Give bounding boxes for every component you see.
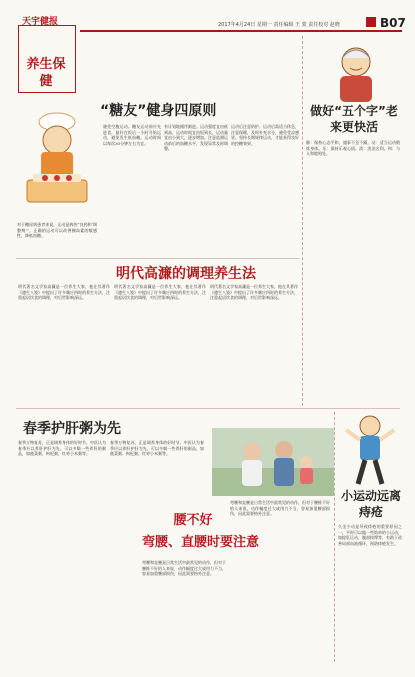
brand-name: 天宇健报 xyxy=(22,17,59,27)
sport-headline: 小运动远离痔疮 xyxy=(340,489,401,519)
column-divider xyxy=(334,412,335,662)
sugar-body-col2: 有计划地循序渐进。运动强度宜由低到高，运动时间宜由短到长，运动量宜由小到大，逐步增加。注意监测运动前后的血糖水平，发现异常及时调整。 xyxy=(164,124,228,152)
section-divider xyxy=(16,258,300,259)
family-photo xyxy=(212,428,334,496)
elderly-man-illustration xyxy=(306,40,398,105)
sugar-headline: “糖友”健身四原则 xyxy=(100,103,217,119)
cake-chef-illustration xyxy=(15,100,100,218)
autumn-headline: 明代高濂的调理养生法 xyxy=(116,266,256,282)
wuge-body: 静：保持心态平和，遇事不急不躁。动：适当运动锻炼身体。乐：保持乐观心情。淡：淡泊名利。和：与人和睦相处。 xyxy=(306,140,400,157)
stomach-body-col1: 春季万物复苏，正是调养身体的好时节。中医认为春季应以养肝护肝为先，可以多喝一些养肝的粥品，如菠菜粥、枸杞粥、红枣小米粥等。 xyxy=(18,440,106,457)
stomach-headline: 春季护肝粥为先 xyxy=(23,421,121,437)
sugar-body-col3: 运动后注意防护。运动后需适当休息，注意保暖，及时补充水分，避免受凉感冒。坚持长期规律运动，才能获得良好的控糖效果。 xyxy=(231,124,299,146)
waist-body-col2: 弯腰和直腰是日常生活中最常见的动作，但对于腰椎不好的人来说，动作幅度过大或用力不当，容易加重腰部损伤，因此需要格外注意。 xyxy=(230,500,330,517)
stomach-body-col2: 春季万物复苏，正是调养身体的好时节。中医认为春季应以养肝护肝为先，可以多喝一些养肝的粥品，如菠菜粥、枸杞粥、红枣小米粥等。 xyxy=(110,440,204,457)
section-divider xyxy=(16,408,400,409)
autumn-body-col1: 明代著名文学家高濂是一位养生大家，他在其著作《遵生八笺》中提出了许多顺应四时的养生方法，注重起居饮食的调理，对后世影响深远。 xyxy=(18,284,110,301)
page-number: B07 xyxy=(380,16,406,30)
column-divider xyxy=(302,36,303,406)
waist-body-col1: 弯腰和直腰是日常生活中最常见的动作，但对于腰椎不好的人来说，动作幅度过大或用力不当，容易加重腰部损伤，因此需要格外注意。 xyxy=(142,560,226,577)
sugar-body-col1: 避免空腹运动。糖友运动前应先进食，最好在饭后一小时开始运动，避免发生低血糖。运动时间以每次30分钟左右为宜。 xyxy=(103,124,161,146)
waist-headline-line1: 腰不好 xyxy=(173,513,213,528)
exercise-boy-illustration xyxy=(340,410,400,494)
sugar-intro: 对于糖尿病患者来说，运动是病的“良药和‘调整剂’”，正确的运动可以改善胰岛素的敏感性，降低血糖。 xyxy=(17,222,97,239)
wuge-headline: 做好“五个字”老来更快活 xyxy=(310,104,398,134)
sport-body: 久坐少动是导致痔疮的重要原因之一。平时可以做一些简单的小运动，如提肛运动、腹部按摩等，有助于改善局部血液循环，预防痔疮发生。 xyxy=(338,524,402,546)
autumn-body-col3: 明代著名文学家高濂是一位养生大家，他在其著作《遵生八笺》中提出了许多顺应四时的养生方法，注重起居饮食的调理，对后世影响深远。 xyxy=(210,284,298,301)
header-rule xyxy=(80,30,402,32)
issue-date: 2017年4月24日 星期一 责任编辑 王 蒙 责任校对 赵晓 xyxy=(218,22,340,28)
section-title: 养生保健 xyxy=(26,57,66,89)
page-marker xyxy=(366,17,376,27)
waist-headline-line2: 弯腰、直腰时要注意 xyxy=(142,535,260,550)
autumn-body-col2: 明代著名文学家高濂是一位养生大家，他在其著作《遵生八笺》中提出了许多顺应四时的养生方法，注重起居饮食的调理，对后世影响深远。 xyxy=(114,284,206,301)
